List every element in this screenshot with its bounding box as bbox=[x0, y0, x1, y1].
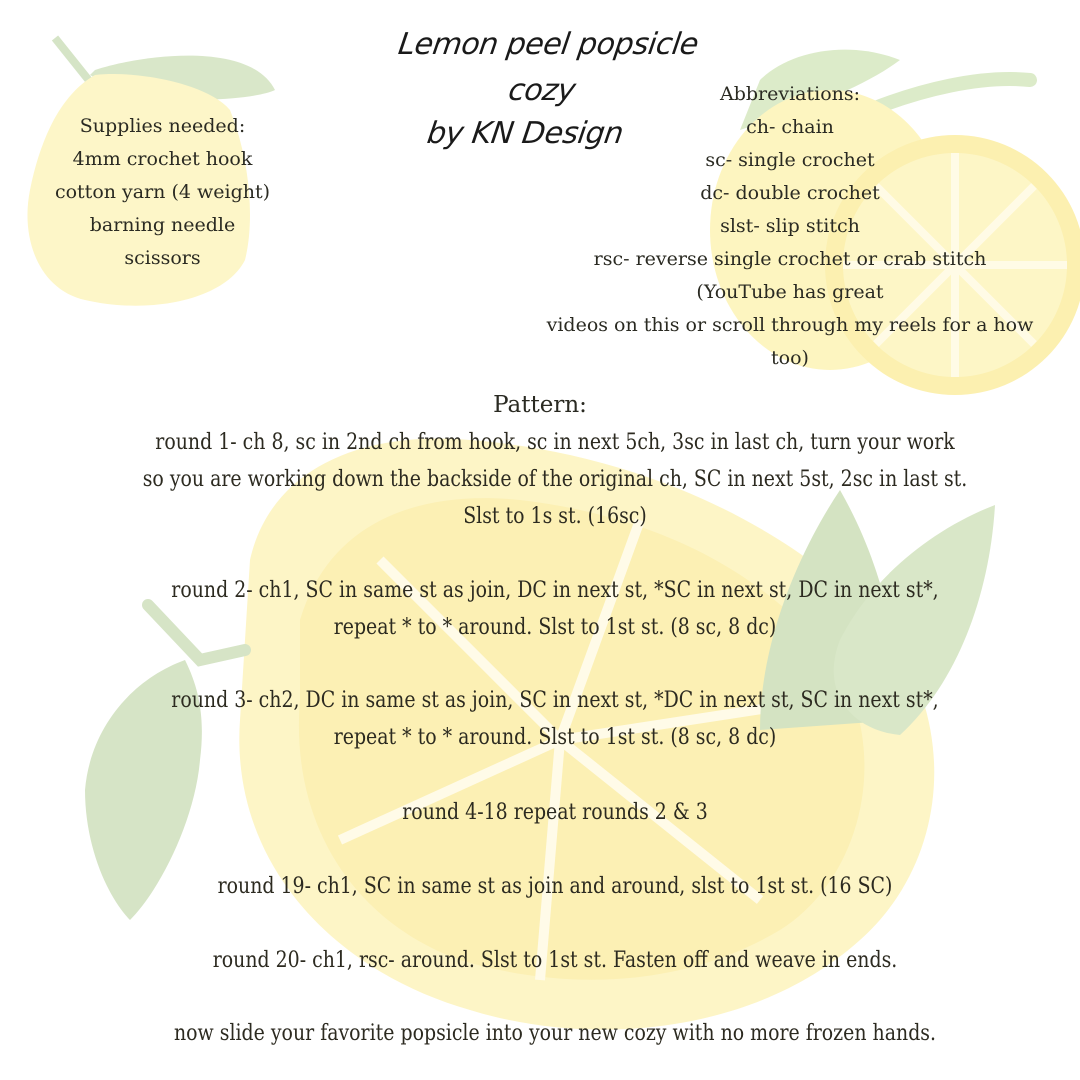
title-text: Lemon peel popsicle cozy bbox=[396, 27, 701, 108]
supply-item: 4mm crochet hook bbox=[72, 148, 253, 170]
supply-item: scissors bbox=[124, 247, 201, 269]
abbreviation-item: sc- single crochet bbox=[705, 149, 875, 171]
instruction-line: round 2- ch1, SC in same st as join, DC in next st, *SC in next st, DC in next st*, bbox=[171, 578, 939, 603]
abbreviations-section bbox=[520, 78, 1060, 375]
pattern-heading: Pattern: bbox=[493, 392, 587, 418]
supply-item: cotton yarn (4 weight) bbox=[54, 181, 271, 203]
instruction-line: round 3- ch2, DC in same st as join, SC in next st, *DC in next st, SC in next st*, bbox=[171, 688, 939, 713]
round-3-instructions bbox=[40, 682, 1070, 756]
closing-note bbox=[40, 1015, 1070, 1052]
instruction-line: so you are working down the backside of the original ch, SC in next 5st, 2sc in last st. bbox=[142, 467, 968, 492]
abbreviation-item: dc- double crochet bbox=[700, 182, 880, 204]
round-1-instructions bbox=[40, 424, 1070, 535]
supplies-section bbox=[30, 110, 295, 275]
instruction-line: Slst to 1s st. (16sc) bbox=[463, 504, 647, 529]
instruction-line: repeat * to * around. Slst to 1st st. (8 sc, 8 dc) bbox=[333, 725, 777, 750]
designer-credit: by KN Design bbox=[424, 116, 626, 151]
round-2-instructions bbox=[40, 572, 1070, 646]
instruction-line: round 20- ch1, rsc- around. Slst to 1st st. Fasten off and weave in ends. bbox=[212, 948, 898, 973]
instruction-line: round 19- ch1, SC in same st as join and around, slst to 1st st. (16 SC) bbox=[217, 874, 893, 899]
abbreviation-note: too) bbox=[771, 347, 809, 369]
supplies-heading: Supplies needed: bbox=[79, 115, 246, 137]
abbreviation-item: ch- chain bbox=[746, 116, 834, 138]
closing-line: now slide your favorite popsicle into your new cozy with no more frozen hands. bbox=[173, 1021, 937, 1046]
abbreviations-heading: Abbreviations: bbox=[719, 83, 861, 105]
round-19-instructions bbox=[40, 868, 1070, 905]
round-4-18-instructions bbox=[40, 794, 1070, 831]
supply-item: barning needle bbox=[89, 214, 236, 236]
instruction-line: repeat * to * around. Slst to 1st st. (8 sc, 8 dc) bbox=[333, 615, 777, 640]
instruction-line: round 4-18 repeat rounds 2 & 3 bbox=[402, 800, 708, 825]
abbreviation-note: videos on this or scroll through my reels for a how bbox=[546, 314, 1034, 336]
abbreviation-note: (YouTube has great bbox=[696, 281, 884, 303]
round-20-instructions bbox=[40, 942, 1070, 979]
instruction-line: round 1- ch 8, sc in 2nd ch from hook, sc in next 5ch, 3sc in last ch, turn your work bbox=[155, 430, 955, 455]
abbreviation-item: rsc- reverse single crochet or crab stitch bbox=[593, 248, 987, 270]
abbreviation-item: slst- slip stitch bbox=[720, 215, 860, 237]
